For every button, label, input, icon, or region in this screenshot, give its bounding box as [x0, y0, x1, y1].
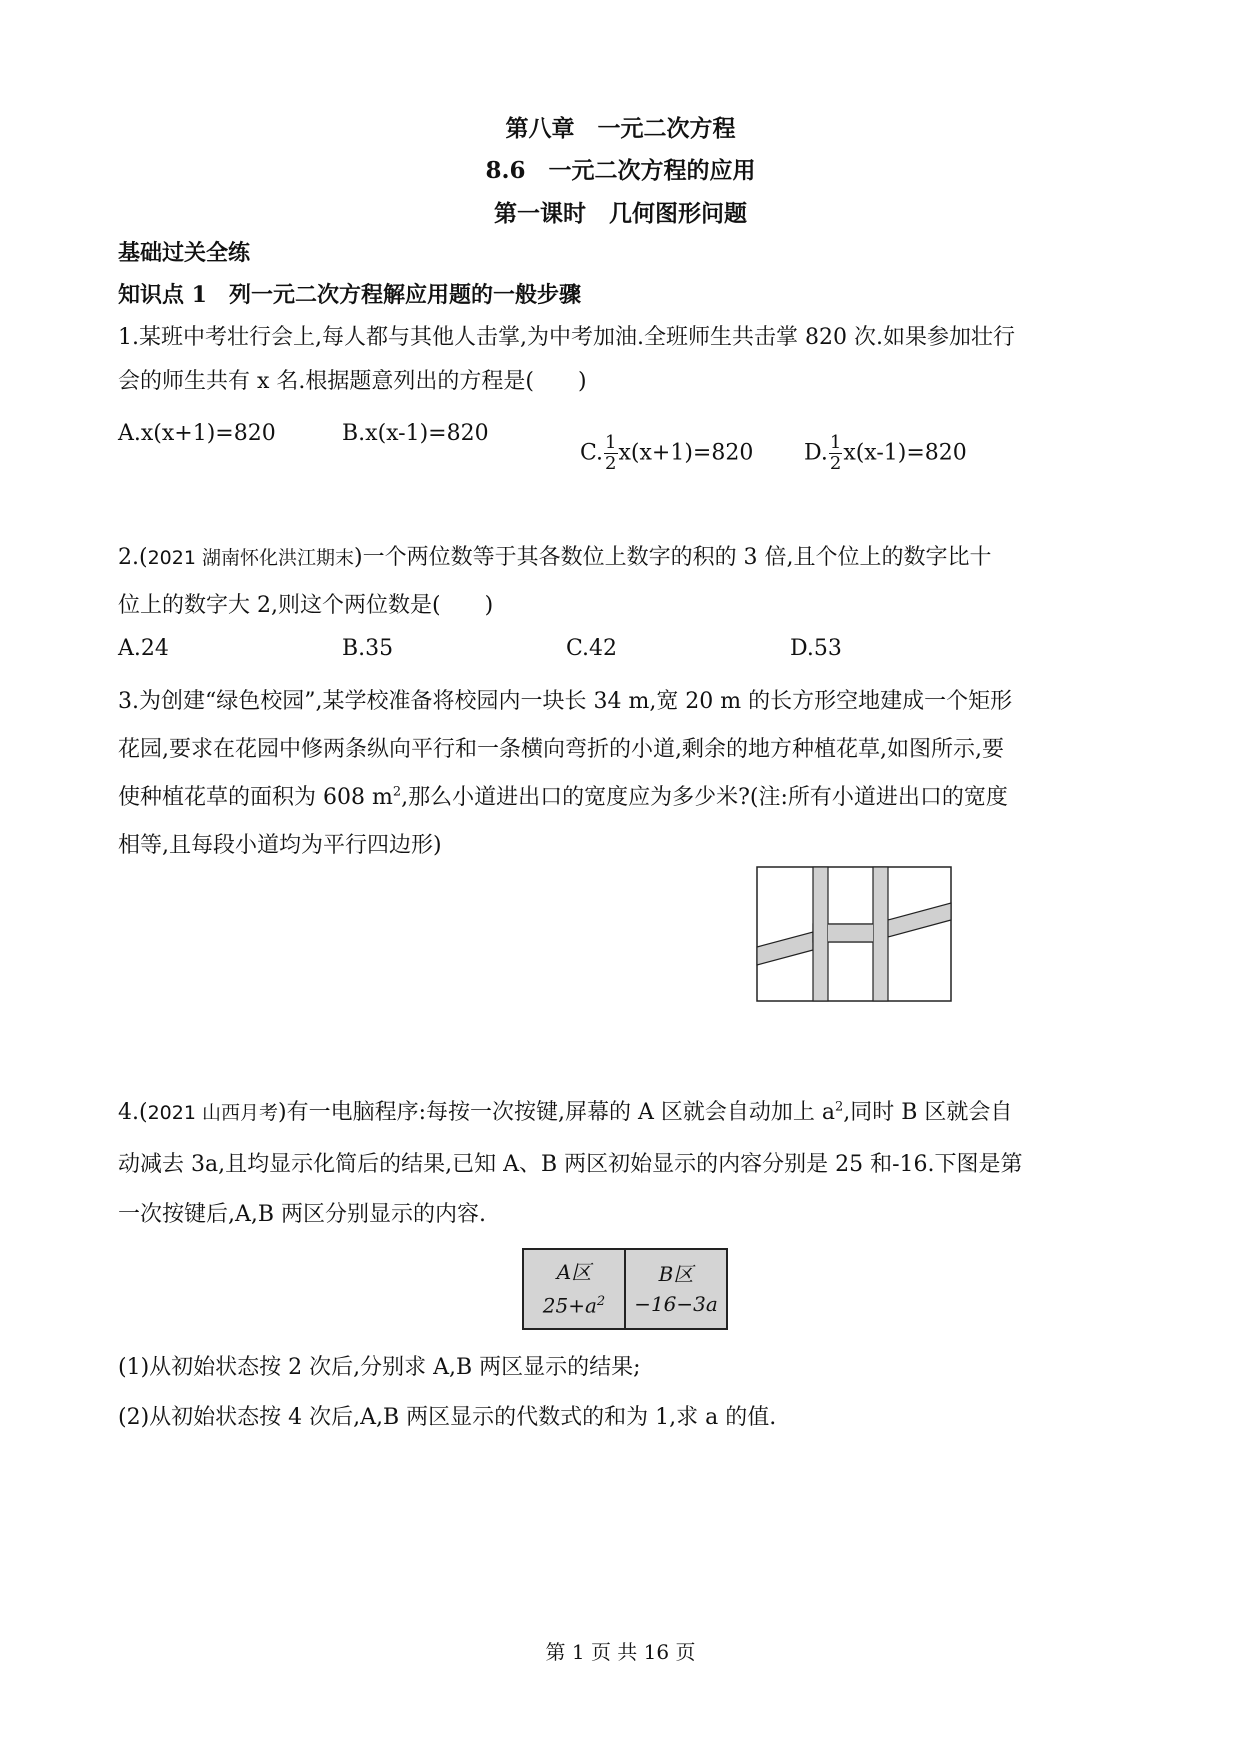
q2-option-a: A.24 [118, 636, 169, 661]
q1-line2: 会的师生共有 x 名.根据题意列出的方程是( ) [118, 369, 587, 394]
q3-line1: 3.为创建“绿色校园”,某学校准备将校园内一块长 34 m,宽 20 m 的长方形空地建成一个矩形 [118, 689, 1013, 714]
fraction-numerator: 1 [829, 432, 842, 453]
zone-a-value [543, 1287, 605, 1321]
path-junction [828, 924, 873, 942]
q3-line4: 相等,且每段小道均为平行四边形) [118, 833, 442, 858]
q3-line3-b: ,那么小道进出口的宽度应为多少米?(注:所有小道进出口的宽度 [401, 785, 1008, 810]
zone-b-label: B区 [658, 1262, 694, 1286]
q4-line2: 动减去 3a,且均显示化简后的结果,已知 A、B 两区初始显示的内容分别是 25 和-16.下图是第 [118, 1152, 1023, 1177]
q3-line2: 花园,要求在花园中修两条纵向平行和一条横向弯折的小道,剩余的地方种植花草,如图所示,要 [118, 737, 1004, 762]
q1-option-d-expr: x(x-1)=820 [843, 440, 967, 466]
lesson-title: 第一课时 几何图形问题 [494, 200, 747, 227]
q2-option-d: D.53 [790, 636, 842, 661]
q4-sub2: (2)从初始状态按 4 次后,A,B 两区显示的代数式的和为 1,求 a 的值. [118, 1405, 777, 1430]
zone-a-value-base: 25+a [542, 1293, 597, 1318]
knowledge-point-heading: 知识点 1 列一元二次方程解应用题的一般步骤 [118, 282, 581, 308]
q4-exponent: 2 [834, 1099, 844, 1115]
q2-line1-rest: )一个两位数等于其各数位上数字的积的 3 倍,且个位上的数字比十 [353, 545, 992, 570]
zone-a-label: A区 [556, 1260, 592, 1285]
q4-number: 4.( [118, 1100, 148, 1125]
q1-line1: 1.某班中考壮行会上,每人都与其他人击掌,为中考加油.全班师生共击掌 820 次.如果参加壮行 [118, 325, 1015, 350]
q2-source: 2021 湖南怀化洪江期末 [147, 547, 354, 569]
q2-option-b: B.35 [342, 636, 394, 661]
fraction-half [604, 433, 617, 474]
vertical-path-right [873, 867, 888, 1001]
chapter-title: 第八章 一元二次方程 [505, 115, 736, 142]
page-footer: 第 1 页 共 16 页 [545, 1640, 696, 1664]
practice-heading: 基础过关全练 [118, 240, 251, 266]
q2-number: 2.( [118, 545, 148, 570]
fraction-denominator: 2 [829, 453, 842, 474]
q3-exponent: 2 [392, 784, 402, 800]
q2-line2: 位上的数字大 2,则这个两位数是( ) [118, 593, 494, 618]
q1-option-c-prefix: C. [580, 440, 604, 466]
q3-line3 [118, 780, 1008, 811]
q2-line1 [118, 540, 992, 571]
q1-option-d [790, 408, 967, 474]
zone-b-cell [624, 1250, 726, 1328]
q1-option-c-expr: x(x+1)=820 [618, 440, 754, 466]
q4-source: 2021 山西月考 [147, 1102, 278, 1124]
q4-line1 [118, 1095, 1012, 1126]
section-title: 8.6 一元二次方程的应用 [485, 157, 756, 184]
zone-a-cell [524, 1250, 624, 1328]
q4-sub1: (1)从初始状态按 2 次后,分别求 A,B 两区显示的结果; [118, 1355, 641, 1380]
zone-a-value-exponent: 2 [596, 1294, 606, 1310]
fraction-half [829, 433, 842, 474]
fraction-denominator: 2 [605, 453, 617, 474]
q4-line1-b: ,同时 B 区就会自 [843, 1100, 1013, 1125]
q1-option-c [566, 408, 753, 474]
q2-option-c: C.42 [566, 636, 618, 661]
q3-line3-a: 使种植花草的面积为 608 m [118, 785, 393, 810]
q4-line3: 一次按键后,A,B 两区分别显示的内容. [118, 1202, 487, 1227]
fraction-numerator: 1 [605, 432, 617, 453]
q1-option-d-prefix: D. [804, 440, 828, 466]
q1-option-a: A.x(x+1)=820 [118, 421, 276, 446]
display-table [522, 1248, 728, 1330]
zone-b-value: −16−3a [634, 1292, 718, 1316]
q4-line1-a: )有一电脑程序:每按一次按键,屏幕的 A 区就会自动加上 a [277, 1100, 835, 1125]
garden-figure [755, 865, 955, 1005]
q1-option-b: B.x(x-1)=820 [342, 421, 489, 446]
vertical-path-left [813, 867, 828, 1001]
